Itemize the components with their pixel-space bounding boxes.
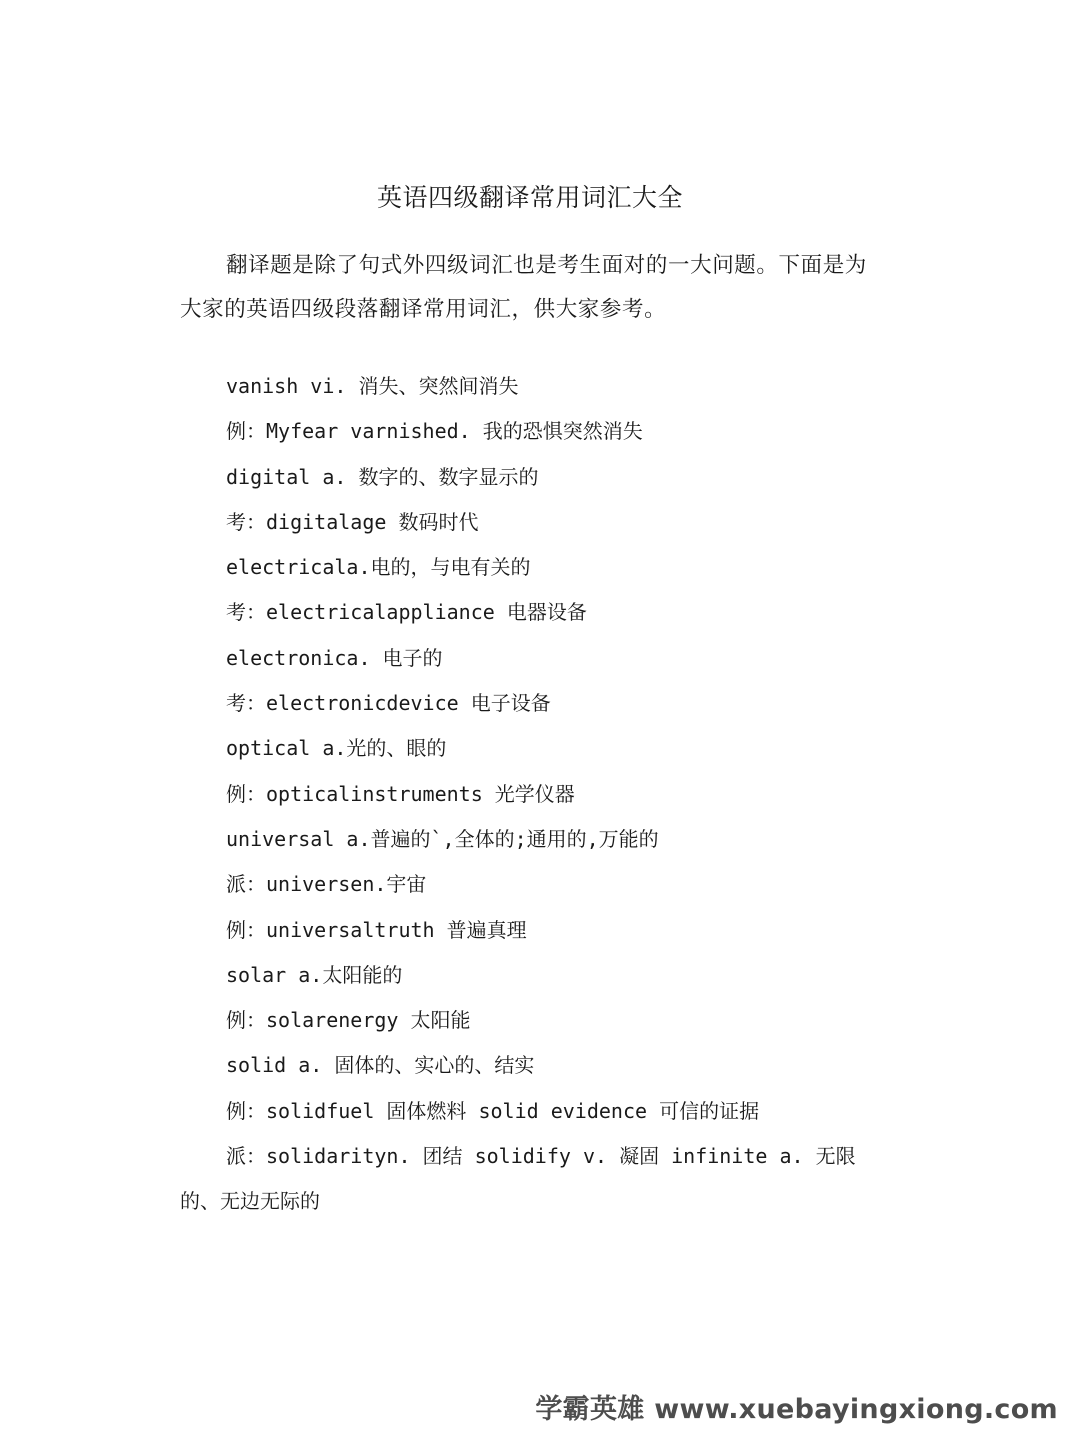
vocab-entry: electronica. 电子的	[226, 645, 443, 670]
vocab-entry: 例：universaltruth 普遍真理	[226, 917, 527, 942]
document-title: 英语四级翻译常用词汇大全	[376, 183, 683, 212]
vocab-entry: 考：electricalappliance 电器设备	[226, 600, 587, 625]
intro-paragraph: 翻译题是除了句式外四级词汇也是考生面对的一大问题。下面是为大家的英语四级段落翻译常用词汇，供大家参考。	[180, 253, 867, 322]
vocab-entry: 例：solarenergy 太阳能	[226, 1008, 471, 1033]
vocabulary-list	[180, 364, 880, 1225]
vocab-entry: optical a.光的、眼的	[226, 736, 447, 761]
vocab-entry: 考：digitalage 数码时代	[226, 509, 479, 534]
vocab-entry: 考：electronicdevice 电子设备	[226, 691, 551, 716]
vocab-entry: electricala.电的，与电有关的	[226, 555, 531, 580]
vocab-entry: 例：solidfuel 固体燃料 solid evidence 可信的证据	[226, 1098, 760, 1123]
site-watermark: 学霸英雄 www.xuebayingxiong.com	[535, 1394, 1058, 1425]
vocab-entry: solid a. 固体的、实心的、结实	[226, 1053, 535, 1078]
vocab-entry: 例：opticalinstruments 光学仪器	[226, 781, 575, 806]
vocab-entry: vanish vi. 消失、突然间消失	[226, 374, 519, 398]
vocab-entry: universal a.普遍的`,全体的;通用的,万能的	[226, 826, 659, 851]
vocab-entry: 派：solidarityn. 团结 solidify v. 凝固 infinite a. 无限的、无边无际的	[180, 1144, 856, 1214]
vocab-entry: digital a. 数字的、数字显示的	[226, 464, 539, 489]
vocab-entry: 派：universen.宇宙	[226, 872, 427, 897]
vocab-entry: solar a.太阳能的	[226, 962, 403, 987]
vocab-entry: 例：Myfear varnished. 我的恐惧突然消失	[226, 419, 643, 444]
